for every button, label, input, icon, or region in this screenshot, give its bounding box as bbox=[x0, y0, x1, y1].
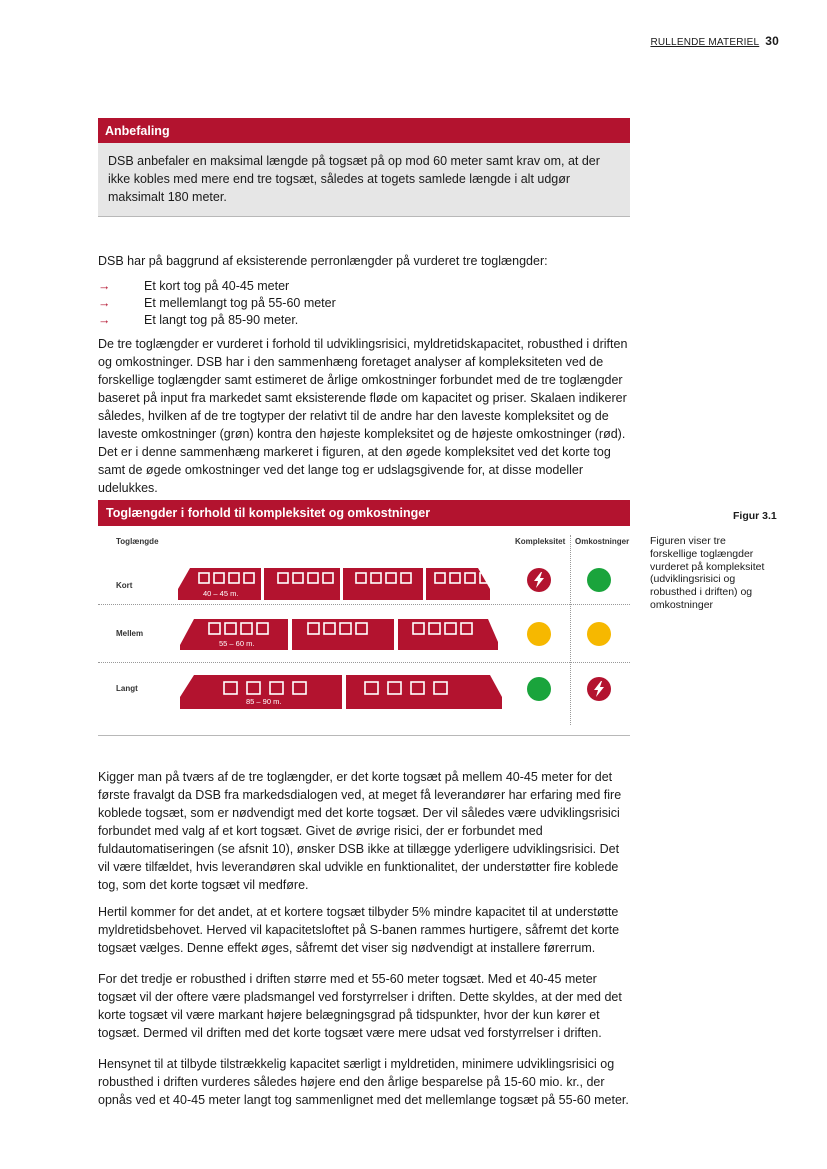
train-length-chart bbox=[98, 527, 630, 736]
section-title: RULLENDE MATERIEL bbox=[650, 37, 760, 48]
lightning-icon bbox=[587, 677, 611, 701]
row-label-kort: Kort bbox=[116, 581, 133, 590]
col-header-length: Toglængde bbox=[116, 537, 159, 546]
paragraph-robustness: For det tredje er robusthed i driften større med et 55-60 meter togsæt. Med et 40-45 meter togsæt vil der oftere være pladsmangel ved forstyrrelser i driften. Dette skyldes, at der med det korte togsæt vil være markant højere belægningsgrad på tidspunkter, hvor der kun kører et togsæt. Dermed vil driften med det korte togsæt være mere udsat ved forstyrrelser i driften. bbox=[98, 972, 622, 1040]
arrow-right-icon: → bbox=[98, 279, 111, 293]
long-train bbox=[180, 675, 502, 709]
cost-long-red-dot bbox=[587, 677, 611, 701]
row-label-langt: Langt bbox=[116, 684, 138, 693]
paragraph-short-train: Kigger man på tværs af de tre toglængder, er det korte togsæt på mellem 40-45 meter for det første fravalgt da DSB fra markedsdialogen ved, at meget få leverandører har erfaring med fire koblede togsæt, som er nødvendigt med det korte togsæt. Der vil således være udviklingsrisici forbundet med valg af et kort togsæt. Givet de øvrige risici, der er forbundet med fuldautomatiseringen (se afsnit 10), ønsker DSB ikke at tillægge yderligere udviklingsrisici. Det vil være tilfældet, hvis leverandøren skal udvikle en funktionalitet, der understøtter fire koblede tog, som det korte togsæt vil medføre. bbox=[98, 770, 622, 892]
intro-paragraph: DSB har på baggrund af eksisterende perronlængder på vurderet tre toglængder: bbox=[98, 254, 548, 268]
page-header bbox=[650, 34, 779, 48]
col-header-cost: Omkostninger bbox=[575, 537, 630, 546]
length-label-short: 40 – 45 m. bbox=[203, 589, 239, 598]
complexity-medium-yellow-dot bbox=[527, 622, 551, 646]
figure-title-bar bbox=[98, 500, 630, 526]
page-number: 30 bbox=[765, 34, 779, 48]
paragraph-capacity: Hertil kommer for det andet, at et kortere togsæt tilbyder 5% mindre kapacitet til at understøtte myldretidsbehovet. Herved vil kapacitetsloftet på S-banen rammes hurtigere, såfremt det korte togsæt vælges. Denne effekt øges, såfremt det viser sig nødvendigt at installere førerrum. bbox=[98, 905, 620, 955]
paragraph-analysis: De tre toglængder er vurderet i forhold til udviklingsrisici, myldretidskapacitet, robusthed i driften og omkostninger. DSB har i den sammenhæng foretaget analyser af kompleksiteten ved de forskellige toglængder samt estimeret de årlige omkostninger forbundet med de tre toglængder baseret på input fra markedet samt eksisterende fløde om kapacitet og priser. Skalaen indikerer således, hvilken af de tre togtyper der relativt til de andre har den laveste kompleksitet og de laveste omkostninger (grøn) kontra den højeste kompleksitet og de højeste omkostninger (rød). Det er i denne sammenhæng markeret i figuren, at den øgede kompleksitet ved det korte tog samt de øgede omkostninger ved det lange tog er udslagsgivende for, at disse modeller udelukkes. bbox=[98, 337, 628, 495]
figure-caption: Figuren viser tre forskellige toglængder vurderet på kompleksitet (udviklingsrisici og robusthed i driften) og omkostninger bbox=[650, 535, 765, 611]
recommendation-title: Anbefaling bbox=[98, 118, 630, 143]
column-divider bbox=[570, 535, 571, 725]
col-header-complexity: Kompleksitet bbox=[515, 537, 566, 546]
length-list bbox=[98, 278, 630, 329]
complexity-short-red-dot bbox=[527, 568, 551, 592]
recommendation-box bbox=[98, 118, 630, 217]
length-label-long: 85 – 90 m. bbox=[246, 697, 282, 706]
list-item: → Et langt tog på 85-90 meter. bbox=[98, 313, 299, 327]
length-label-medium: 55 – 60 m. bbox=[219, 639, 255, 648]
arrow-right-icon: → bbox=[98, 313, 111, 327]
arrow-right-icon: → bbox=[98, 296, 111, 310]
train-illustrations bbox=[98, 527, 518, 735]
list-item: → Et kort tog på 40-45 meter bbox=[98, 279, 290, 293]
row-label-mellem: Mellem bbox=[116, 629, 144, 638]
complexity-long-green-dot bbox=[527, 677, 551, 701]
cost-short-green-dot bbox=[587, 568, 611, 592]
figure-label: Figur 3.1 bbox=[733, 510, 777, 522]
lightning-icon bbox=[527, 568, 551, 592]
figure-title: Toglængder i forhold til kompleksitet og omkostninger bbox=[98, 500, 630, 526]
recommendation-text: DSB anbefaler en maksimal længde på togsæt på op mod 60 meter samt krav om, at der ikke kobles med mere end tre togsæt, således at togets samlede længde i alt udgør maksimalt 180 meter. bbox=[98, 143, 630, 217]
cost-medium-yellow-dot bbox=[587, 622, 611, 646]
list-item: → Et mellemlangt tog på 55-60 meter bbox=[98, 296, 336, 310]
paragraph-conclusion: Hensynet til at tilbyde tilstrækkelig kapacitet særligt i myldretiden, minimere udviklingsrisici og robusthed i driften vurderes således højere end den årlige besparelse på 15-60 mio. kr., der opnås ved et 40-45 meter langt tog sammenlignet med det mellemlange togsæt på 55-60 meter. bbox=[98, 1057, 629, 1107]
